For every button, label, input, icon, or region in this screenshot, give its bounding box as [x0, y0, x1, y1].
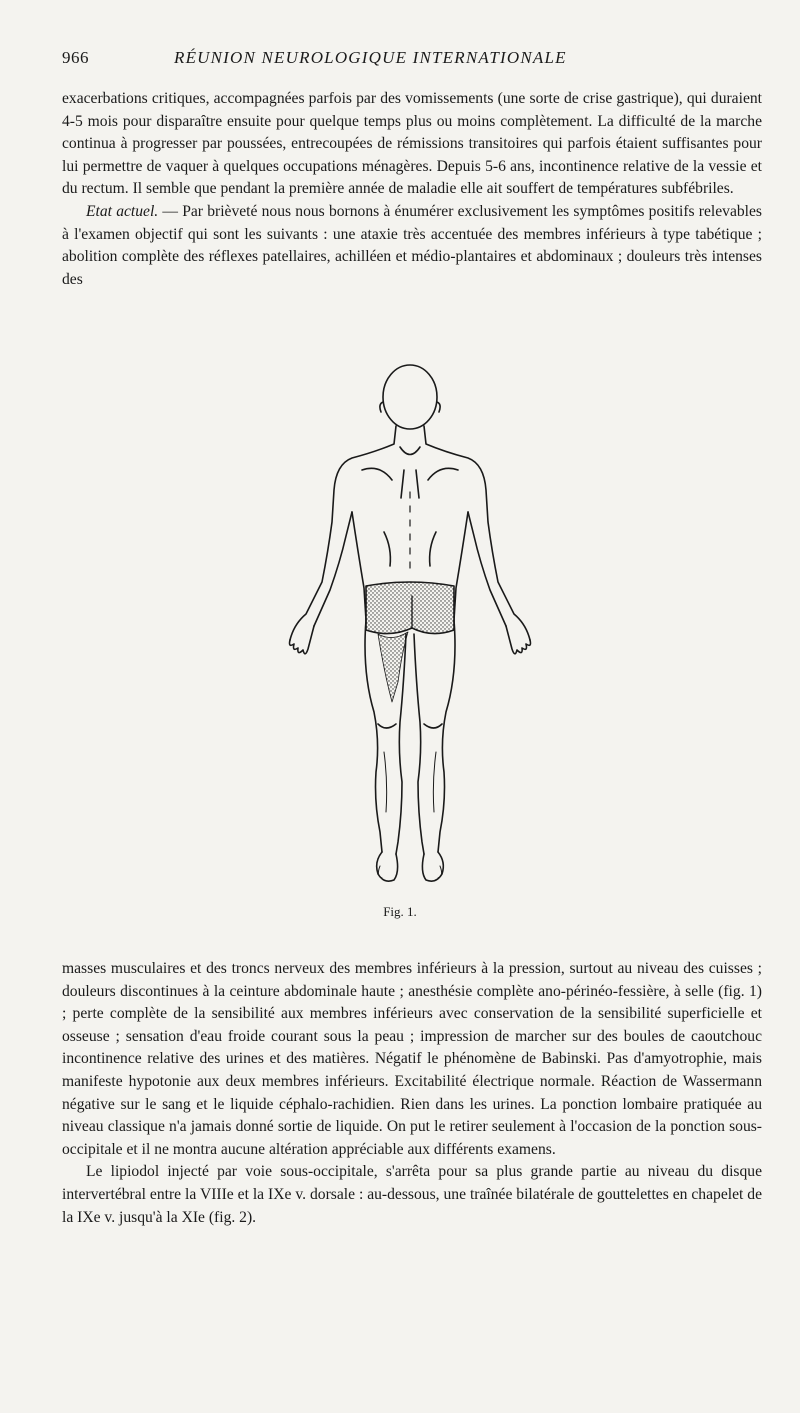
body-text-bottom — [62, 958, 762, 1229]
paragraph: Le lipiodol injecté par voie sous-occipitale, s'arrêta pour sa plus grande partie au niveau du disque intervertébral entre la VIIIe et la IXe v. dorsale : au-dessous, une traînée bilatérale de gouttelettes en chapelet de la IXe v. jusqu'à la XIe (fig. 2). — [62, 1163, 762, 1226]
running-title: RÉUNION NEUROLOGIQUE INTERNATIONALE — [174, 48, 567, 67]
running-header — [62, 48, 762, 74]
figure-caption: Fig. 1. — [383, 904, 417, 919]
paragraph: exacerbations critiques, accompagnées parfois par des vomissements (une sorte de crise gastrique), qui duraient 4-5 mois pour disparaître ensuite pour quelque temps plus ou moins complètement. La difficulté de la marche continua à progresser par poussées, entrecoupées de rémissions transitoires qui parfois étaient suffisantes pour lui permettre de vaquer à quelques occupations ménagères. Depuis 5-6 ans, incontinence relative de la vessie et du rectum. Il semble que pendant la première année de maladie elle ait souffert de températures subfébriles. — [62, 90, 762, 198]
body-diagram-figure — [280, 352, 540, 897]
body-text-top — [62, 88, 762, 291]
section-lead: Etat actuel. — [86, 202, 159, 220]
paragraph-etat-actuel — [62, 201, 762, 291]
paragraph-text: — Par brièveté nous nous bornons à énumérer exclusivement les symptômes positifs relevables à l'examen objectif qui sont les suivants : une ataxie très accentuée des membres inférieurs à type tabétique ; abolition complète des réflexes patellaires, achilléen et médio-plantaires et abdominaux ; douleurs très intenses des — [62, 202, 762, 288]
paragraph: masses musculaires et des troncs nerveux des membres inférieurs à la pression, surtout au niveau des cuisses ; douleurs discontinues à la ceinture abdominale haute ; anesthésie complète ano-périnéo-fessière, à selle (fig. 1) ; perte complète de la sensibilité aux membres inférieurs avec conservation de la sensibilité superficielle et osseuse ; sensation d'eau froide courant sous la peau ; impression de marcher sur des boules de caoutchouc incontinence relative des urines et des matières. Négatif le phénomène de Babinski. Pas d'amyotrophie, mais manifeste hypotonie aux deux membres inférieurs. Excitabilité électrique normale. Réaction de Wassermann négative sur le sang et le liquide céphalo-rachidien. Rien dans les urines. La ponction lombaire pratiquée au niveau classique n'a jamais donné sortie de liquide. On put le retirer seulement à l'occasion de la ponction sous-occipitale et il ne montra aucune altération appréciable aux différents examens. — [62, 960, 762, 1158]
page-number: 966 — [62, 48, 89, 67]
